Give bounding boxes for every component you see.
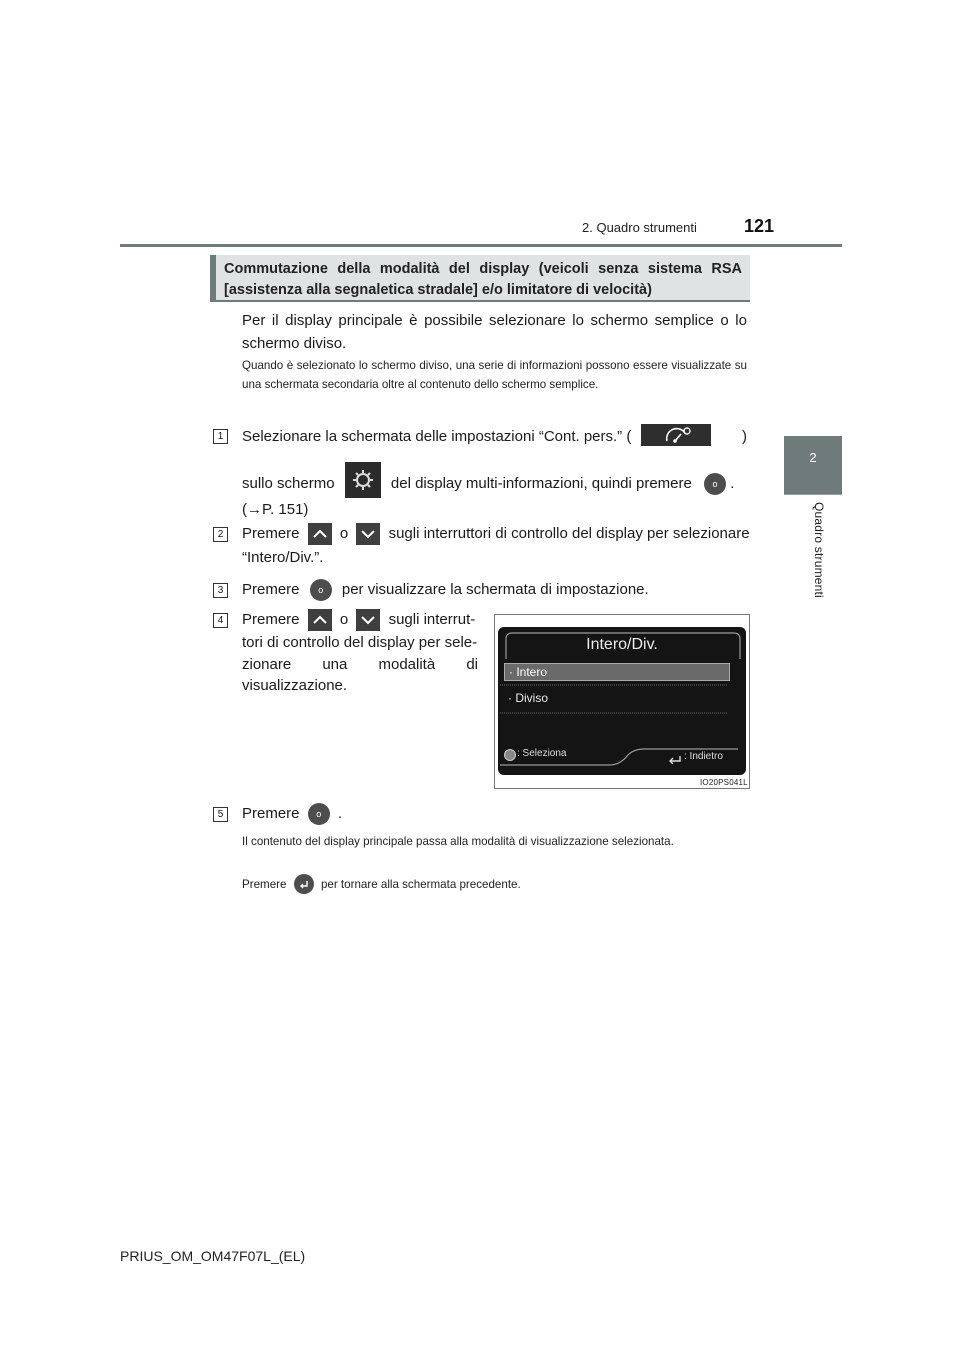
step-3-line-1 (242, 578, 649, 601)
step-5-line-1 (242, 802, 342, 825)
step-4-text-a: Premere (242, 611, 300, 628)
step-4-line-1 (242, 608, 478, 631)
display-title: Intero/Div. (586, 636, 658, 653)
figure-code: IO20PS041L (700, 778, 748, 787)
step-3-text-b: per visualizzare la schermata di impostazione. (341, 581, 649, 598)
step-number-4: 4 (213, 613, 228, 628)
enter-button-icon: o (308, 803, 330, 825)
display-option-diviso[interactable]: · Diviso (508, 691, 549, 705)
enter-button-icon: o (704, 473, 726, 495)
step-4-text-c: sugli interrut- (388, 611, 476, 628)
step-5-note-2-a: Premere (242, 878, 287, 892)
step-2-text-c: sugli interruttori di controllo del display per selezionare (388, 525, 750, 542)
up-button-icon (308, 523, 332, 545)
chapter-tab-number: 2 (809, 450, 817, 465)
settings-screen-icon (345, 462, 381, 498)
step-2-text-b: o (339, 525, 349, 542)
step-5-text-a: Premere (242, 805, 300, 822)
gear-icon (345, 462, 381, 498)
step-1-line-2 (242, 466, 747, 502)
speedometer-icon (641, 424, 711, 446)
step-1-text-e: . (730, 474, 735, 492)
chapter-tab-divider (784, 494, 842, 495)
display-option-label: · Intero (509, 665, 548, 679)
step-number-1: 1 (213, 429, 228, 444)
step-1-line-1 (242, 425, 747, 448)
step-5-note-2 (242, 875, 521, 895)
step-5-text-b: . (337, 805, 343, 822)
custom-meter-icon (641, 424, 711, 446)
step-1-text-a: Selezionare la schermata delle impostazioni “Cont. pers.” ( (242, 428, 632, 445)
step-number-5: 5 (213, 807, 228, 822)
chevron-up-icon (308, 523, 332, 545)
intro-note: Quando è selezionato lo schermo diviso, una serie di informazioni possono essere visualizzate su una schermata secondaria oltre al contenuto dello schermo semplice. (242, 359, 747, 391)
return-arrow-icon (294, 874, 314, 894)
step-number-2: 2 (213, 527, 228, 542)
step-5-note-1: Il contenuto del display principale passa alla modalità di visualizzazione selezionata. (242, 835, 674, 848)
back-arrow-icon (668, 752, 682, 764)
step-1-page-ref: (→P. 151) (242, 501, 309, 518)
multi-info-display (498, 627, 746, 775)
step-3-text-a: Premere (242, 581, 300, 598)
running-header-section: 2. Quadro strumenti (582, 220, 697, 235)
back-hint: : Indietro (684, 751, 723, 762)
select-button-icon (504, 749, 516, 761)
back-button-icon (294, 874, 314, 894)
page-number: 121 (744, 216, 775, 236)
step-number-3: 3 (213, 583, 228, 598)
step-1-text-d: del display multi-informazioni, quindi premere (390, 474, 692, 492)
step-5-note-2-b: per tornare alla schermata precedente. (320, 878, 521, 892)
select-hint: : Seleziona (517, 748, 567, 759)
chapter-tab-label: Quadro strumenti (812, 502, 826, 598)
chevron-down-icon (356, 609, 380, 631)
step-2-text-a: Premere (242, 525, 300, 542)
step-4-line-2: tori di controllo del display per sele- (242, 634, 478, 651)
step-4-text-b: o (339, 611, 349, 628)
intro-paragraph: Per il display principale è possibile selezionare lo schermo semplice o lo schermo diviso. (242, 312, 747, 352)
header-rule (120, 244, 842, 247)
down-button-icon (356, 523, 380, 545)
step-4-line-4: visualizzazione. (242, 677, 348, 694)
step-2-line-2: “Intero/Div.”. (242, 549, 324, 566)
enter-button-icon: o (310, 579, 332, 601)
display-option-intero-selected[interactable] (504, 663, 730, 681)
down-button-icon (356, 609, 380, 631)
chevron-down-icon (356, 523, 380, 545)
step-2-line-1 (242, 522, 750, 545)
section-heading: Commutazione della modalità del display (veicoli senza sistema RSA [assistenza alla segnaletica stradale] e/o limitatore di velocità) (224, 261, 742, 298)
chapter-tab (784, 436, 842, 494)
step-1-text-c: sullo schermo (242, 474, 335, 492)
step-1-text-b: ) (742, 428, 747, 445)
chevron-up-icon (308, 609, 332, 631)
step-4-line-3: zionare una modalità di (242, 656, 478, 673)
footer-code: PRIUS_OM_OM47F07L_(EL) (120, 1248, 306, 1264)
up-button-icon (308, 609, 332, 631)
